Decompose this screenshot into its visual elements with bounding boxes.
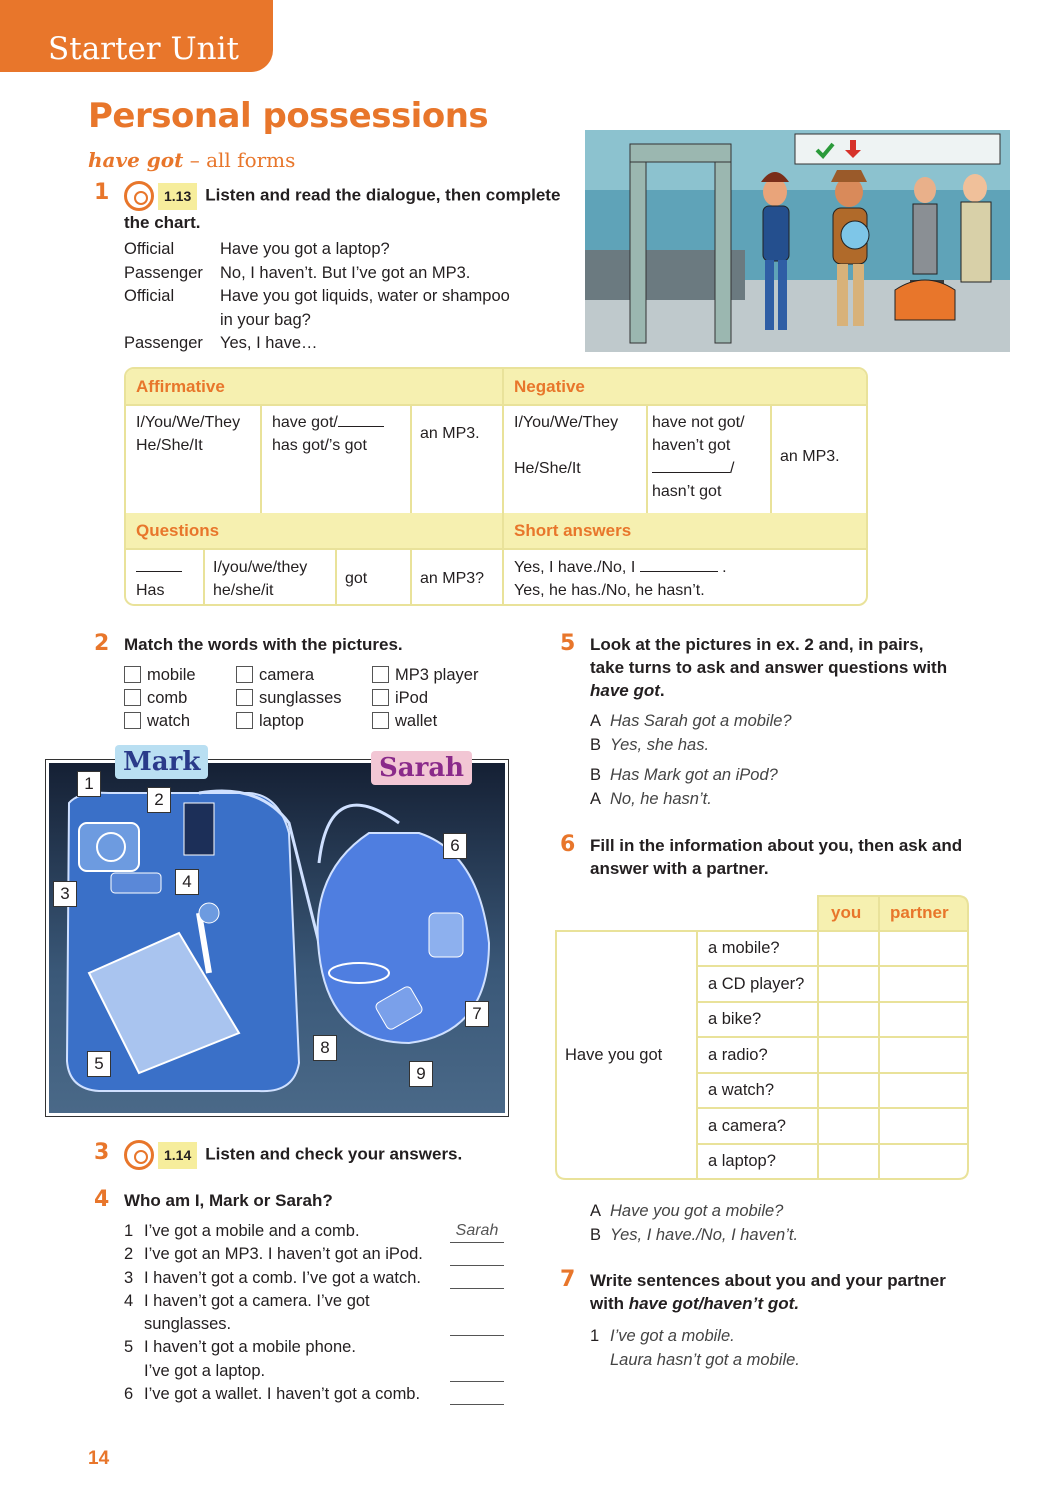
word: watch [147, 712, 191, 730]
speaker: A [590, 789, 602, 808]
speaker: Official [124, 287, 175, 305]
neg-subjects [504, 411, 628, 480]
word: mobile [147, 666, 196, 684]
item-num: 1 [124, 1222, 134, 1240]
word: laptop [259, 712, 304, 730]
survey-item: a mobile? [708, 939, 780, 957]
divider [126, 548, 868, 550]
affirmative-header: Affirmative [126, 369, 504, 404]
bags-picture [46, 747, 508, 1116]
ex7-number: 7 [560, 1267, 576, 1292]
example-line [590, 1325, 800, 1349]
col-you: you [831, 903, 862, 922]
neg-verb3: / [730, 460, 735, 477]
ex5-instr-line: Look at the pictures in ex. 2 and, in pairs, [590, 635, 924, 654]
word: iPod [395, 689, 429, 707]
line: Yes, I have… [220, 334, 318, 352]
word-column [236, 664, 376, 733]
aff-subj1: I/You/We/They [136, 414, 241, 431]
q-subj2: he/she/it [213, 582, 274, 599]
list-item [124, 1220, 504, 1243]
example-text: I’ve got a mobile. [610, 1327, 735, 1345]
checkbox[interactable] [372, 689, 389, 706]
survey-stem: Have you got [565, 1046, 663, 1064]
ex1-instruction: Listen and read the dialogue, then complete the chart. [124, 185, 561, 232]
dialogue-line [590, 734, 792, 758]
divider [410, 404, 412, 513]
aff-verbs [262, 411, 394, 457]
word-item[interactable] [372, 710, 512, 733]
ex5-instr-line: take turns to ask and answer questions with [590, 658, 948, 677]
short-answers [504, 556, 737, 602]
dialogue-line [590, 788, 792, 812]
checkbox[interactable] [124, 666, 141, 683]
ex1-num-text: 1 [94, 180, 110, 205]
word-item[interactable] [236, 687, 376, 710]
item-text: sunglasses. [144, 1315, 232, 1334]
aff-verb1: have got/ [272, 414, 338, 431]
checkbox[interactable] [236, 712, 253, 729]
line: No, I haven’t. But I’ve got an MP3. [220, 263, 471, 282]
speaker: Official [124, 240, 175, 258]
word-column [372, 664, 512, 733]
blank-field[interactable] [652, 457, 730, 473]
item-num: 6 [124, 1385, 134, 1404]
ex1-dialogue [124, 238, 510, 356]
sa2: Yes, he has./No, he hasn’t. [514, 582, 705, 599]
dialogue-line [590, 710, 792, 734]
unit-label: Starter Unit [48, 31, 239, 67]
speaker: A [590, 1202, 602, 1220]
page-title: Personal possessions [88, 96, 489, 136]
item-num: 4 [124, 1291, 134, 1310]
answer-field[interactable] [450, 1315, 504, 1336]
blank-field[interactable] [640, 556, 718, 572]
line: Yes, she has. [610, 735, 710, 754]
ex5-instr-end: . [659, 681, 665, 700]
ex1-track: 1.13 [158, 183, 197, 210]
speaker: B [590, 1225, 602, 1244]
ex4-items [124, 1220, 504, 1406]
ex7-instr-italic: have got/haven’t got. [628, 1294, 800, 1313]
ex7-instr-line: Write sentences about you and your partner [590, 1271, 946, 1290]
survey-grid [555, 895, 970, 1180]
list-item [124, 1313, 504, 1336]
grammar-chart [124, 367, 868, 606]
speaker: Passenger [124, 263, 203, 282]
neg-verb2: haven’t got [652, 437, 731, 454]
ex5-instr-italic: have got [590, 681, 660, 700]
ex4-number: 4 [94, 1187, 110, 1212]
ex7-example [590, 1325, 800, 1372]
item-text: I haven’t got a camera. I’ve got [144, 1291, 370, 1310]
line: Have you got a mobile? [610, 1202, 784, 1220]
subtitle-rest: – all forms [183, 148, 296, 172]
speaker: B [590, 766, 602, 784]
short-answers-header: Short answers [504, 513, 868, 548]
example-num: 1 [590, 1327, 600, 1345]
ex5-number: 5 [560, 631, 576, 656]
picture-number: 9 [409, 1061, 433, 1087]
speaker: B [590, 735, 602, 754]
ex4-instruction: Who am I, Mark or Sarah? [124, 1191, 333, 1210]
tag-mark: Mark [115, 745, 208, 779]
neg-verb1: have not got/ [652, 414, 745, 431]
ex5-instruction [590, 633, 990, 702]
picture-number: 8 [313, 1035, 337, 1061]
picture-number: 5 [87, 1051, 111, 1077]
picture-number: 6 [443, 833, 467, 859]
section-subtitle [88, 148, 295, 172]
picture-number: 4 [175, 869, 199, 895]
audio-cd-icon[interactable] [124, 1140, 154, 1170]
ex3-track: 1.14 [158, 1142, 197, 1169]
neg-subj1: I/You/We/They [514, 414, 619, 431]
item-num: 5 [124, 1338, 134, 1357]
ex1-number [94, 180, 109, 205]
unit-tab [0, 0, 273, 72]
word-item[interactable] [372, 687, 512, 710]
dialogue-line [124, 285, 510, 309]
ex6-number: 6 [560, 832, 576, 857]
speaker: A [590, 712, 602, 730]
answer-field[interactable] [450, 1361, 504, 1382]
answer-field[interactable] [450, 1384, 504, 1405]
survey-item: a CD player? [708, 975, 805, 993]
speaker [124, 309, 220, 333]
survey-item: a laptop? [708, 1152, 776, 1170]
bags-svg [49, 763, 505, 1113]
aff-subj2: He/She/It [136, 437, 203, 454]
ex6-instruction [590, 834, 990, 880]
line: Has Sarah got a mobile? [610, 712, 792, 730]
col-partner: partner [890, 903, 949, 922]
aff-subjects [126, 411, 250, 457]
line: Have you got liquids, water or shampoo [220, 287, 510, 305]
blank-field[interactable] [136, 556, 182, 572]
checkbox[interactable] [372, 666, 389, 683]
dialogue-line [124, 309, 510, 333]
survey-item: a radio? [708, 1046, 768, 1064]
picture-number: 2 [147, 787, 171, 813]
item-text: I’ve got a wallet. I haven’t got a comb. [144, 1385, 421, 1404]
list-item [124, 1243, 504, 1266]
checkbox[interactable] [236, 689, 253, 706]
list-item [124, 1383, 504, 1406]
q-verb: got [345, 570, 368, 587]
q-aux [126, 556, 192, 602]
word: comb [147, 689, 188, 707]
example-text: Laura hasn’t got a mobile. [610, 1350, 800, 1369]
answer-field[interactable]: Sarah [450, 1222, 504, 1243]
aff-object: an MP3. [420, 425, 480, 442]
airport-illustration [585, 130, 1010, 352]
dialogue-line [124, 262, 510, 286]
answer-field[interactable] [450, 1268, 504, 1289]
ex3-instruction: Listen and check your answers. [205, 1144, 463, 1164]
q-subj1: I/you/we/they [213, 559, 308, 576]
word-item[interactable] [236, 710, 376, 733]
item-text: I’ve got an MP3. I haven’t got an iPod. [144, 1245, 423, 1264]
q-subjects [203, 556, 317, 602]
ex5-dialogue [590, 710, 792, 811]
negative-header: Negative [504, 369, 868, 404]
answer-field[interactable] [450, 1245, 504, 1266]
dialogue-line [590, 1224, 798, 1248]
list-item [124, 1290, 504, 1313]
neg-verb4: hasn’t got [652, 483, 722, 500]
word: sunglasses [259, 689, 342, 707]
dialogue-line [124, 332, 510, 356]
ex2-instruction: Match the words with the pictures. [124, 635, 403, 654]
ex1-instruction-block [124, 181, 574, 234]
airport-scene-svg [585, 130, 1010, 352]
ex6-instr-line: Fill in the information about you, then ask and [590, 836, 963, 855]
item-text: I’ve got a laptop. [144, 1361, 266, 1380]
neg-verbs [642, 411, 755, 503]
dialogue-line [590, 764, 792, 788]
neg-subj2: He/She/It [514, 460, 581, 477]
audio-cd-icon[interactable] [124, 181, 154, 211]
item-num: 2 [124, 1245, 134, 1264]
line: in your bag? [220, 310, 311, 329]
ex6-instr-line: answer with a partner. [590, 859, 769, 878]
ex2-number: 2 [94, 631, 110, 656]
q-aux2: Has [136, 582, 165, 599]
checkbox[interactable] [372, 712, 389, 729]
survey-item: a camera? [708, 1117, 786, 1135]
checkbox[interactable] [236, 666, 253, 683]
list-item [124, 1267, 504, 1290]
picture-number: 7 [465, 1001, 489, 1027]
neg-object: an MP3. [780, 448, 840, 465]
word: wallet [395, 712, 438, 730]
item-num: 3 [124, 1268, 134, 1287]
tag-sarah: Sarah [371, 751, 472, 785]
item-text: I’ve got a mobile and a comb. [144, 1222, 360, 1240]
ex3-instruction-block [124, 1140, 462, 1170]
line: Yes, I have./No, I haven’t. [610, 1225, 799, 1244]
dialogue-line [124, 238, 510, 262]
divider [126, 404, 868, 406]
dialogue-line [590, 1200, 798, 1224]
survey-item: a watch? [708, 1081, 775, 1099]
q-object: an MP3? [420, 570, 485, 587]
questions-header: Questions [126, 513, 504, 548]
picture-number: 1 [77, 771, 101, 797]
line: Have you got a laptop? [220, 240, 390, 258]
word: camera [259, 666, 315, 684]
list-item [124, 1360, 504, 1383]
list-item [124, 1336, 504, 1359]
aff-verb2: has got/’s got [272, 437, 367, 454]
subtitle-italic: have got [88, 148, 184, 172]
picture-number: 3 [53, 881, 77, 907]
survey-item: a bike? [708, 1010, 762, 1028]
speaker: Passenger [124, 334, 203, 352]
sa1-b: . [722, 559, 727, 576]
word: MP3 player [395, 666, 479, 684]
survey-table [555, 895, 970, 1180]
example-line [590, 1349, 800, 1373]
blank-field[interactable] [338, 411, 384, 427]
item-text: I haven’t got a comb. I’ve got a watch. [144, 1268, 421, 1287]
checkbox[interactable] [124, 712, 141, 729]
ex3-number: 3 [94, 1140, 110, 1165]
ex7-instr-start: with [590, 1294, 629, 1313]
line: No, he hasn’t. [610, 789, 712, 808]
item-text: I haven’t got a mobile phone. [144, 1338, 356, 1357]
line: Has Mark got an iPod? [610, 766, 778, 784]
sa1-a: Yes, I have./No, I [514, 559, 636, 576]
word-item[interactable] [372, 664, 512, 687]
ex7-instruction [590, 1269, 990, 1315]
page-number: 14 [88, 1448, 110, 1469]
word-item[interactable] [236, 664, 376, 687]
checkbox[interactable] [124, 689, 141, 706]
ex6-dialogue [590, 1200, 798, 1247]
